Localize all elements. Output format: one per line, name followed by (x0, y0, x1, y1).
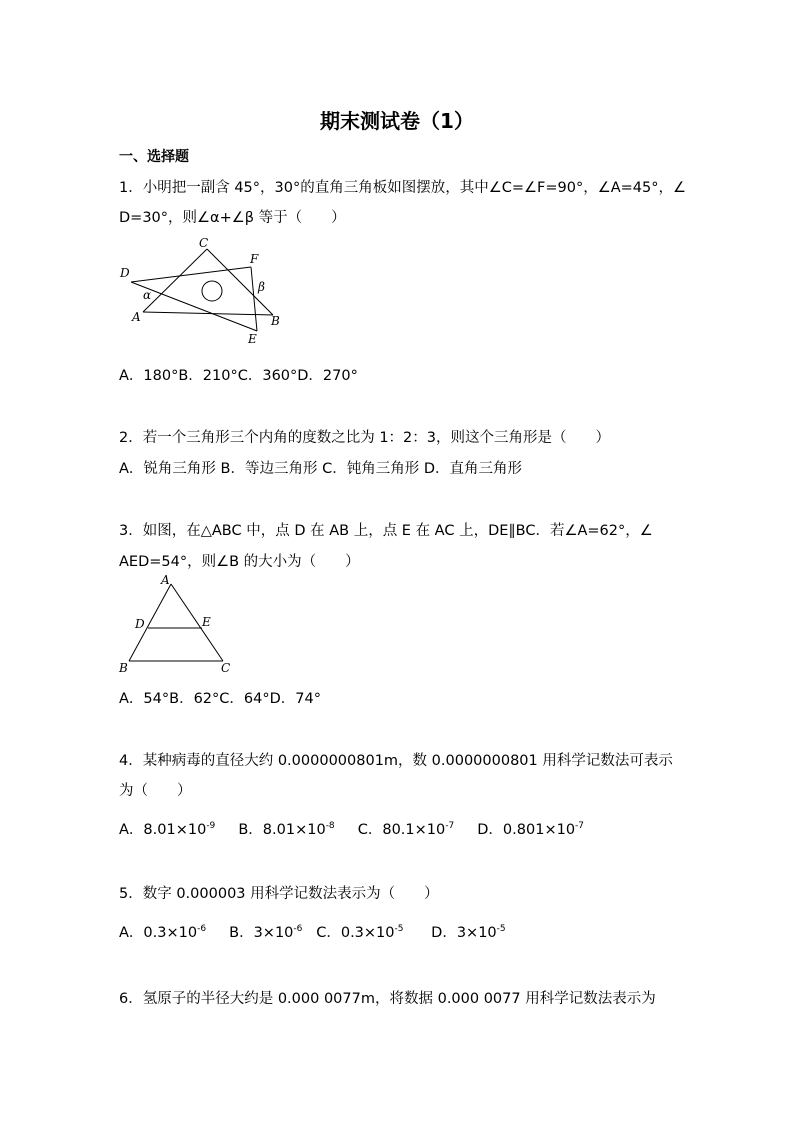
q5-option-c: C．$0.3\times 10^{-5}$ (316, 924, 404, 941)
q3-label-d: D (135, 617, 145, 631)
q4-option-d: D．$0.801\times 10^{-7}$ (477, 821, 585, 838)
q1-side-ac (143, 249, 207, 312)
q1-label-alpha: α (143, 288, 152, 302)
q1-figure (115, 235, 290, 350)
q1-label-a: A (132, 310, 141, 324)
q5-option-d: D．$3\times 10^{-5}$ (431, 924, 506, 941)
q3-label-c: C (221, 661, 231, 675)
q1-label-beta: β (258, 280, 265, 294)
q1-label-d: D (120, 266, 130, 280)
q5-text-line1: 5．数字 0.000003 用科学记数法表示为（ ） (119, 886, 439, 902)
q4-text-line1: 4．某种病毒的直径大约 0.0000000801m，数 0.0000000801 用科学记数法可表示 (119, 753, 673, 769)
q2-options: A．锐角三角形 B．等边三角形 C．钝角三角形 D．直角三角形 (119, 461, 522, 477)
section-heading: 一、选择题 (119, 149, 189, 165)
q3-label-b: B (119, 661, 128, 675)
q4-option-a: A．$8.01\times 10^{-9}$ (119, 821, 216, 838)
q1-options: A．180°B．210°C．360°D．270° (119, 368, 358, 384)
q4-option-b: B．$8.01\times 10^{-8}$ (238, 821, 335, 838)
q4-option-c: C．$80.1\times 10^{-7}$ (357, 821, 455, 838)
q1-text-line2: D=30°，则∠α+∠β 等于（ ） (119, 210, 346, 226)
q3-label-a: A (161, 573, 170, 587)
q3-options: A．54°B．62°C．64°D．74° (119, 691, 321, 707)
page-title: 期末测试卷（1） (320, 109, 474, 133)
q1-text-line1: 1．小明把一副含 45°，30°的直角三角板如图摆放，其中∠C=∠F=90°，∠A=45°，∠ (119, 180, 686, 196)
q3-text-line1: 3．如图，在△ABC 中，点 D 在 AB 上，点 E 在 AC 上，DE∥BC．若∠A=62°，∠ (119, 523, 653, 539)
q3-text-line2: AED=54°，则∠B 的大小为（ ） (119, 554, 360, 570)
q2-text-line1: 2．若一个三角形三个内角的度数之比为 1：2：3，则这个三角形是（ ） (119, 430, 611, 446)
q4-options (119, 818, 584, 839)
q1-label-f: F (250, 252, 259, 266)
q3-figure (115, 570, 240, 678)
q5-option-a: A．$0.3\times 10^{-6}$ (119, 924, 207, 941)
q3-side-ac (171, 584, 223, 661)
q5-options (119, 921, 506, 942)
q4-text-line2: 为（ ） (119, 783, 192, 799)
q1-label-e: E (248, 332, 257, 346)
q3-label-e: E (202, 615, 211, 629)
q6-text-line1: 6．氢原子的半径大约是 0.000 0077m，将数据 0.000 0077 用科学记数法表示为 (119, 991, 656, 1007)
q1-circle-shape (202, 281, 222, 301)
q1-label-b: B (271, 314, 280, 328)
q1-side-fe (251, 267, 257, 331)
q5-option-b: B．$3\times 10^{-6}$ (229, 924, 303, 941)
q1-label-c: C (199, 236, 209, 250)
